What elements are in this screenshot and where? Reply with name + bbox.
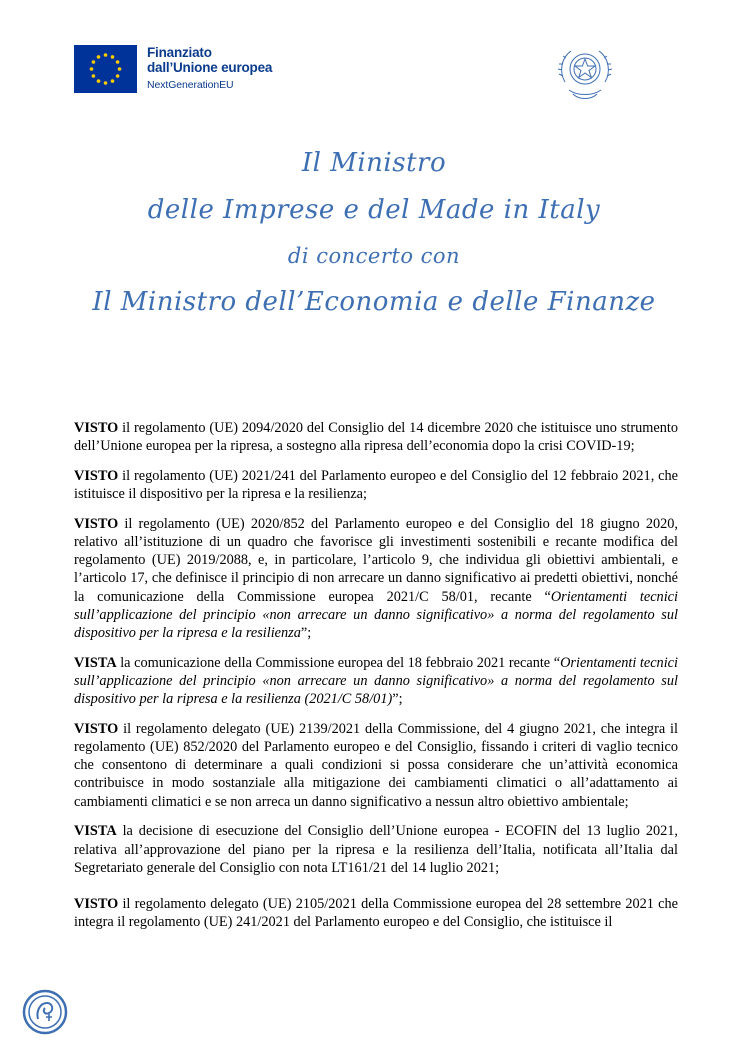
- paragraph-lead: VISTO: [74, 895, 119, 912]
- paragraph-4: [74, 654, 678, 709]
- paragraph-text: il regolamento (UE) 2021/241 del Parlamento europeo e del Consiglio del 12 febbraio 2021, che istituisce il dispositivo per la ripresa e la resilienza;: [74, 467, 678, 503]
- paragraph-italic-text: Orientamenti tecnici sull’applicazione del principio «non arrecare un danno significativo» a norma del regolamento sul dispositivo per la ripresa e la resilienza: [74, 588, 678, 642]
- eu-logo-line2: dall’Unione europea: [147, 60, 273, 75]
- paragraph-text: la comunicazione della Commissione europea del 18 febbraio 2021 recante “: [116, 654, 561, 671]
- paragraph-3: [74, 515, 678, 642]
- title-minister: Il Ministro: [301, 148, 447, 178]
- paragraph-text: il regolamento delegato (UE) 2105/2021 della Commissione europea del 28 settembre 2021 che integra il regolamento (UE) 241/2021 del Parlamento europeo e del Consiglio, che istituisce il: [74, 895, 678, 931]
- paragraph-lead: VISTO: [74, 420, 119, 436]
- italian-republic-emblem-icon: [555, 42, 615, 104]
- eu-logo-line1: Finanziato: [147, 45, 212, 60]
- paragraph-text-end: ”;: [300, 625, 312, 642]
- paragraph-lead: VISTA: [74, 654, 117, 671]
- paragraph-italic-text: Orientamenti tecnici sull’applicazione del principio «non arrecare un danno significativo» a norma del regolamento sul dispositivo per la ripresa e la resilienza (2021/C 58/01): [74, 654, 678, 708]
- eu-logo-text: [147, 45, 272, 91]
- title-ministry-enterprises: delle Imprese e del Made in Italy: [147, 195, 601, 225]
- paragraph-text: la decisione di esecuzione del Consiglio dell’Unione europea - ECOFIN del 13 luglio 2021, relativa all’approvazione del piano per la ripresa e la resilienza dell’Italia, notificata all’Italia dal Segretariato generale del Consiglio con nota LT161/21 del 14 luglio 2021;: [74, 823, 678, 876]
- ministry-seal-icon: [22, 989, 68, 1035]
- paragraph-text-end: ”;: [392, 691, 403, 708]
- paragraph-5: [74, 720, 678, 811]
- paragraph-text: il regolamento delegato (UE) 2139/2021 della Commissione, del 4 giugno 2021, che integra il regolamento (UE) 852/2020 del Parlamento europeo e del Consiglio, fissando i criteri di vaglio tecnico che consentono di determinare a quali condizioni si possa considerare che un’attività economica contribuisce in modo sostanziale alla mitigazione dei cambiamenti climatici o all’adattamento ai cambiamenti climatici e se non arreca un danno significativo a nessun altro obiettivo ambientale;: [74, 720, 678, 810]
- paragraph-lead: VISTO: [74, 515, 119, 532]
- eu-flag-icon: [74, 45, 137, 93]
- paragraph-1: [74, 419, 678, 455]
- paragraph-6: [74, 822, 678, 877]
- eu-logo-line3: NextGenerationEU: [147, 79, 234, 91]
- paragraph-lead: VISTA: [74, 823, 117, 840]
- paragraph-text: il regolamento (UE) 2020/852 del Parlamento europeo e del Consiglio del 18 giugno 2020, relativo all’istituzione di un quadro che favorisce gli investimenti sostenibili e recante modifica del regolamento (UE) 2019/2088, e, in particolare, l’articolo 9, che individua gli obiettivi ambientali, e l’articolo 17, che definisce il principio di non arrecare un danno significativo ai predetti obiettivi, nonché la comunicazione della Commissione europea 2021/C 58/01, recante “: [74, 515, 678, 605]
- paragraph-2: [74, 467, 678, 503]
- eu-funding-logo: [74, 45, 272, 93]
- document-body: [74, 419, 678, 943]
- paragraph-lead: VISTO: [74, 720, 119, 737]
- title-in-concert-with: di concerto con: [287, 244, 461, 268]
- paragraph-lead: VISTO: [74, 467, 119, 484]
- title-ministry-economy: Il Ministro dell’Economia e delle Finanze: [92, 287, 656, 317]
- paragraph-7: [74, 895, 678, 931]
- paragraph-text: il regolamento (UE) 2094/2020 del Consiglio del 14 dicembre 2020 che istituisce uno strumento dell’Unione europea per la ripresa, a sostegno alla ripresa dell’economia dopo la crisi COVID-19;: [74, 420, 678, 455]
